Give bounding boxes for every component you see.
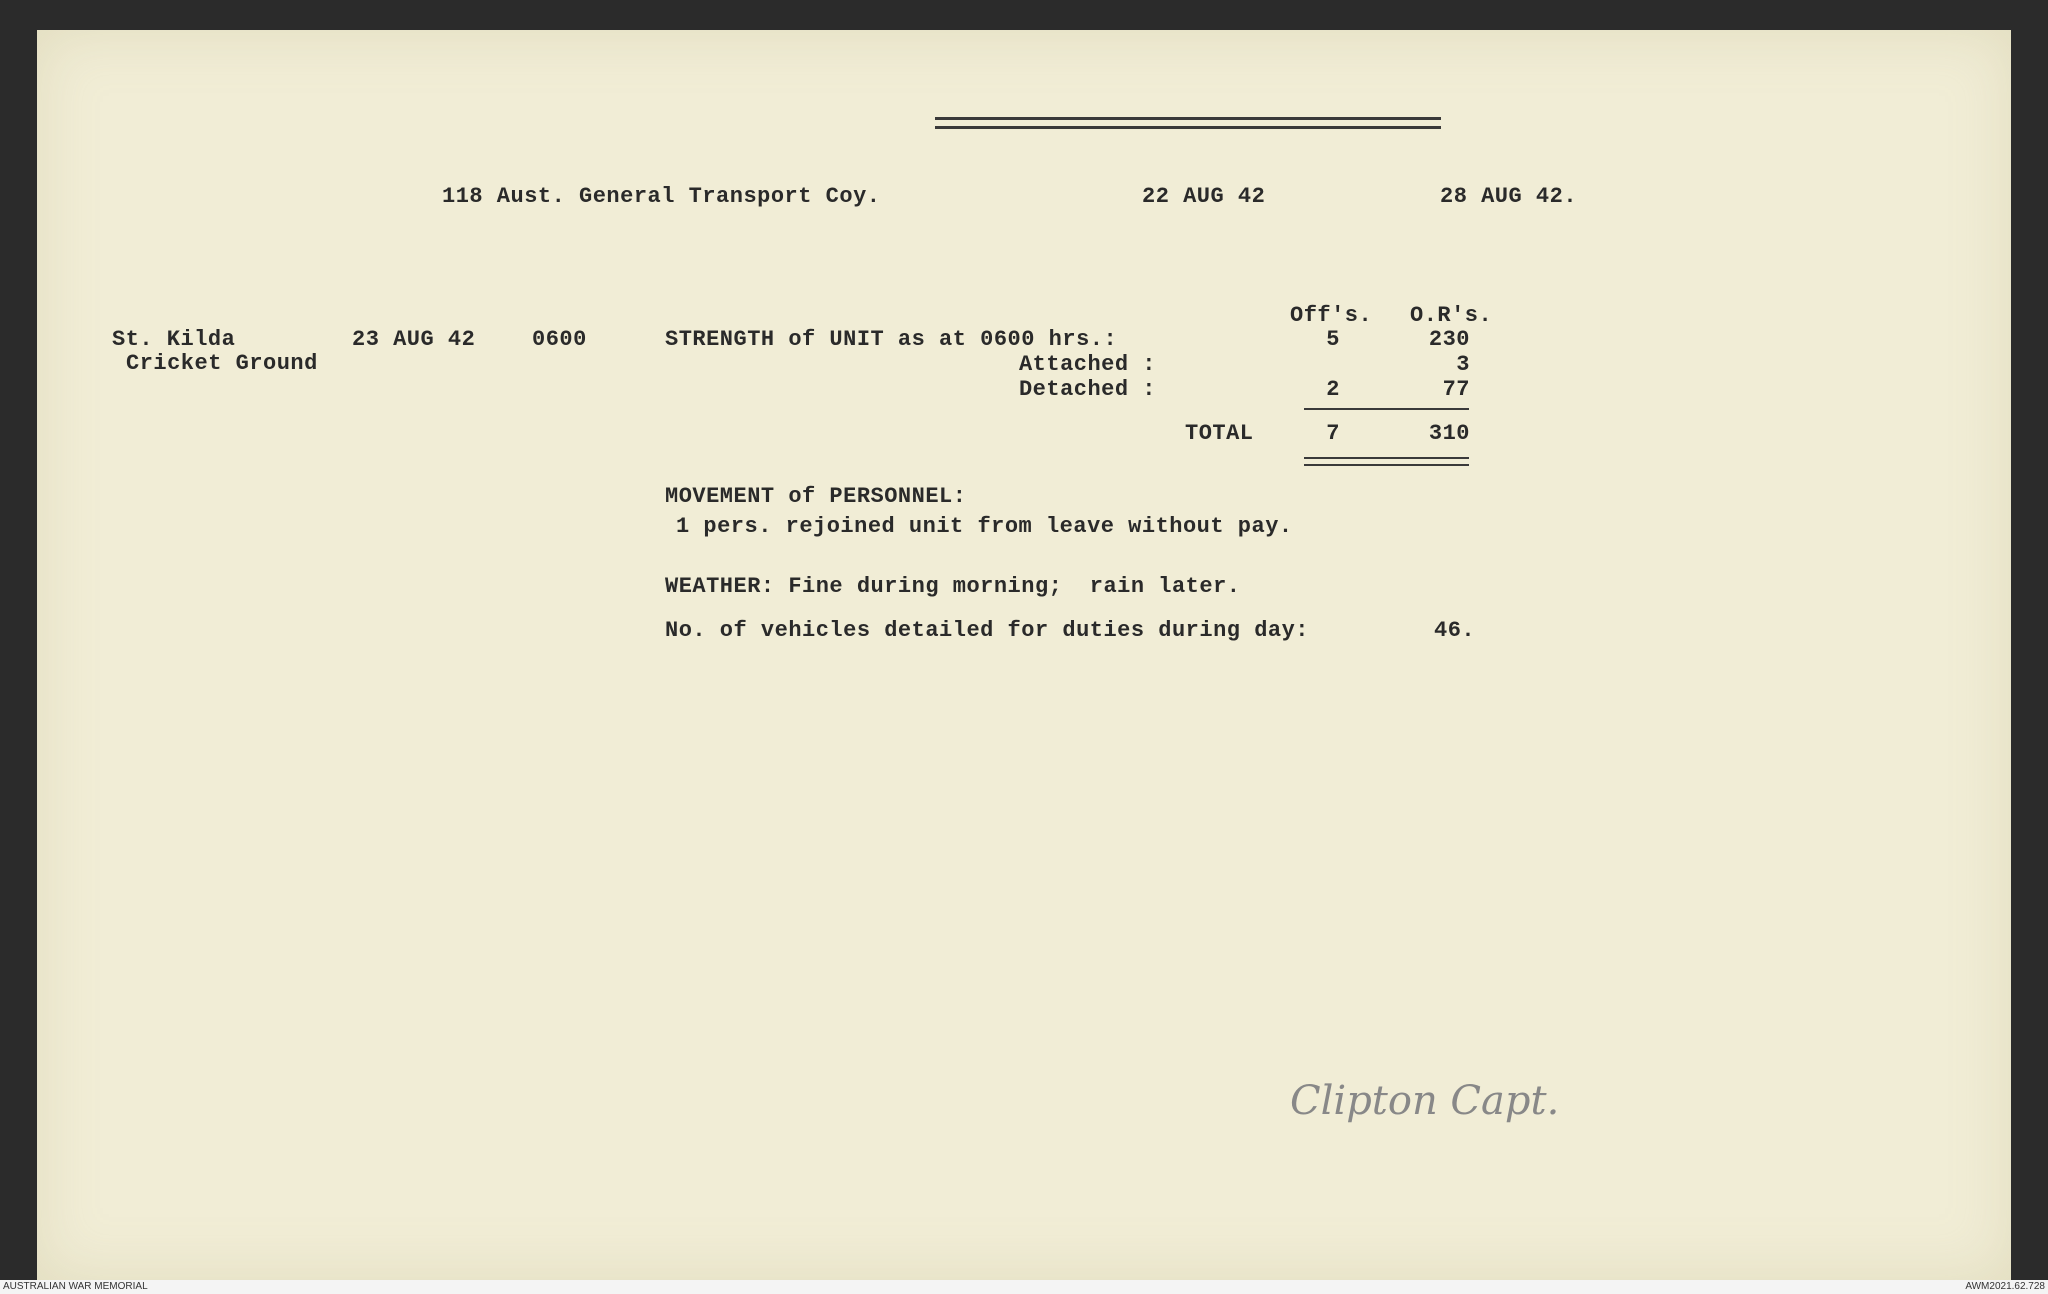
footer-institution: AUSTRALIAN WAR MEMORIAL xyxy=(3,1281,148,1292)
detached-label: Detached : xyxy=(1018,377,1156,402)
total-double-rule-bottom xyxy=(1304,464,1469,466)
footer-reference: AWM2021.62.728 xyxy=(1965,1281,2045,1292)
handwritten-signature: Clipton Capt. xyxy=(1290,1078,1560,1124)
archive-footer-bar xyxy=(0,1280,2048,1294)
total-double-rule-top xyxy=(1304,457,1469,459)
movement-text: 1 pers. rejoined unit from leave without pay. xyxy=(676,514,1293,539)
strength-ors: 230 xyxy=(1428,327,1470,352)
total-officers: 7 xyxy=(1326,421,1340,446)
strength-officers: 5 xyxy=(1326,327,1340,352)
subtotal-rule xyxy=(1304,408,1469,410)
weather-text: WEATHER: Fine during morning; rain later. xyxy=(665,574,1241,599)
attached-ors: 3 xyxy=(1456,352,1470,377)
date-to: 28 AUG 42. xyxy=(1440,184,1578,209)
place-line-1: St. Kilda xyxy=(112,327,236,352)
detached-ors: 77 xyxy=(1442,377,1470,402)
strength-label: STRENGTH of UNIT as at 0600 hrs.: xyxy=(665,327,1118,352)
total-ors: 310 xyxy=(1428,421,1470,446)
detached-officers: 2 xyxy=(1326,377,1340,402)
attached-label: Attached : xyxy=(1018,352,1156,377)
total-label: TOTAL xyxy=(1185,421,1254,446)
col-ors-header: O.R's. xyxy=(1410,303,1493,328)
header-double-rule-bottom xyxy=(935,126,1441,129)
col-officers-header: Off's. xyxy=(1290,303,1373,328)
unit-name: 118 Aust. General Transport Coy. xyxy=(442,184,881,209)
entry-date: 23 AUG 42 xyxy=(352,327,476,352)
vehicles-value: 46. xyxy=(1434,618,1476,643)
document-page xyxy=(37,30,2011,1280)
place-line-2: Cricket Ground xyxy=(126,351,318,376)
header-double-rule-top xyxy=(935,117,1441,120)
entry-time: 0600 xyxy=(532,327,587,352)
movement-title: MOVEMENT of PERSONNEL: xyxy=(665,484,967,509)
vehicles-label: No. of vehicles detailed for duties during day: xyxy=(665,618,1310,643)
date-from: 22 AUG 42 xyxy=(1142,184,1266,209)
